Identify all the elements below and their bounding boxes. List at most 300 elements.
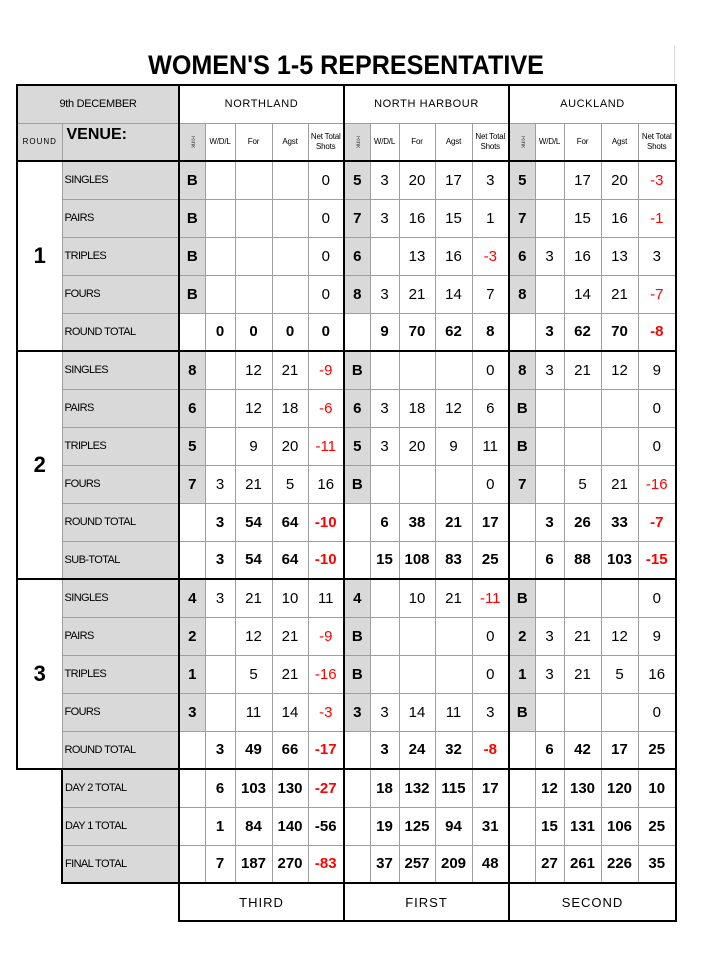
agst-cell-auckland: 21	[601, 275, 638, 313]
for-cell-auckland: 15	[564, 199, 601, 237]
net-column-header: Net Total Shots	[308, 123, 344, 161]
rink-cell-north-harbour: B	[344, 617, 370, 655]
for-cell-auckland	[564, 693, 601, 731]
for-cell-auckland	[564, 389, 601, 427]
net-cell-auckland: 25	[638, 731, 676, 769]
wdl-cell-north-harbour	[370, 465, 399, 503]
agst-cell-north-harbour: 16	[435, 237, 472, 275]
rink-cell-auckland	[509, 313, 535, 351]
wdl-cell-north-harbour: 3	[370, 161, 399, 199]
net-cell-northland: -9	[308, 351, 344, 389]
wdl-cell-auckland	[535, 465, 564, 503]
rink-cell-auckland: 7	[509, 465, 535, 503]
blank-cell	[17, 883, 62, 921]
net-cell-north-harbour: -11	[472, 579, 509, 617]
for-cell-north-harbour: 132	[399, 769, 435, 807]
rink-cell-north-harbour: 5	[344, 427, 370, 465]
for-cell-north-harbour: 13	[399, 237, 435, 275]
rink-cell-northland: 3	[179, 693, 205, 731]
net-cell-auckland: -7	[638, 275, 676, 313]
wdl-cell-north-harbour: 3	[370, 427, 399, 465]
net-cell-north-harbour: 0	[472, 465, 509, 503]
wdl-cell-northland: 3	[205, 731, 235, 769]
net-column-header: Net Total Shots	[638, 123, 676, 161]
blank-cell	[17, 769, 62, 807]
rink-cell-northland: 1	[179, 655, 205, 693]
rink-cell-auckland: B	[509, 579, 535, 617]
rink-cell-north-harbour: 7	[344, 199, 370, 237]
net-cell-north-harbour: 0	[472, 617, 509, 655]
net-cell-northland: -9	[308, 617, 344, 655]
agst-cell-northland: 140	[272, 807, 308, 845]
rink-cell-northland	[179, 541, 205, 579]
wdl-cell-northland: 3	[205, 465, 235, 503]
rink-cell-auckland	[509, 807, 535, 845]
rink-cell-north-harbour: B	[344, 465, 370, 503]
rink-cell-auckland	[509, 541, 535, 579]
net-cell-auckland: 0	[638, 579, 676, 617]
agst-cell-north-harbour: 115	[435, 769, 472, 807]
team-header-auckland: AUCKLAND	[509, 85, 676, 123]
agst-cell-northland: 21	[272, 351, 308, 389]
wdl-cell-auckland	[535, 275, 564, 313]
for-cell-north-harbour: 14	[399, 693, 435, 731]
category-label: SUB-TOTAL	[62, 541, 179, 579]
category-label: ROUND TOTAL	[62, 313, 179, 351]
for-cell-auckland	[564, 427, 601, 465]
wdl-cell-north-harbour	[370, 655, 399, 693]
wdl-cell-north-harbour: 6	[370, 503, 399, 541]
wdl-column-header: W/D/L	[535, 123, 564, 161]
header-row-teams	[17, 85, 676, 123]
agst-cell-auckland: 12	[601, 351, 638, 389]
wdl-cell-northland	[205, 351, 235, 389]
net-cell-auckland: -7	[638, 503, 676, 541]
wdl-cell-northland	[205, 693, 235, 731]
agst-cell-northland: 64	[272, 503, 308, 541]
agst-cell-auckland: 5	[601, 655, 638, 693]
total-row	[17, 845, 676, 883]
for-cell-auckland: 14	[564, 275, 601, 313]
wdl-cell-northland	[205, 427, 235, 465]
net-cell-northland: -27	[308, 769, 344, 807]
agst-cell-northland: 130	[272, 769, 308, 807]
net-cell-north-harbour: -3	[472, 237, 509, 275]
for-cell-northland	[235, 161, 272, 199]
net-cell-north-harbour: 3	[472, 693, 509, 731]
agst-cell-northland: 0	[272, 313, 308, 351]
wdl-cell-auckland: 6	[535, 541, 564, 579]
agst-cell-northland: 5	[272, 465, 308, 503]
wdl-cell-north-harbour	[370, 351, 399, 389]
total-row	[17, 807, 676, 845]
for-cell-northland: 49	[235, 731, 272, 769]
net-cell-northland: 16	[308, 465, 344, 503]
net-cell-auckland: -3	[638, 161, 676, 199]
rink-cell-auckland	[509, 503, 535, 541]
net-cell-auckland: 25	[638, 807, 676, 845]
net-cell-north-harbour: -8	[472, 731, 509, 769]
rink-cell-northland: B	[179, 199, 205, 237]
wdl-cell-auckland: 3	[535, 655, 564, 693]
agst-cell-north-harbour: 11	[435, 693, 472, 731]
for-cell-auckland: 62	[564, 313, 601, 351]
wdl-cell-north-harbour	[370, 617, 399, 655]
for-cell-northland: 84	[235, 807, 272, 845]
rink-cell-auckland	[509, 845, 535, 883]
wdl-cell-north-harbour: 37	[370, 845, 399, 883]
agst-cell-auckland: 20	[601, 161, 638, 199]
for-cell-north-harbour: 38	[399, 503, 435, 541]
rink-cell-north-harbour	[344, 731, 370, 769]
total-row	[17, 769, 676, 807]
table-row	[17, 199, 676, 237]
for-cell-northland: 5	[235, 655, 272, 693]
category-label: TRIPLES	[62, 655, 179, 693]
total-row	[17, 313, 676, 351]
round-number: 2	[17, 351, 62, 579]
rink-cell-auckland: 6	[509, 237, 535, 275]
rink-cell-north-harbour: 4	[344, 579, 370, 617]
for-cell-north-harbour	[399, 465, 435, 503]
for-cell-north-harbour: 20	[399, 161, 435, 199]
wdl-cell-auckland: 15	[535, 807, 564, 845]
table-row	[17, 617, 676, 655]
category-label: PAIRS	[62, 617, 179, 655]
rink-cell-auckland: B	[509, 389, 535, 427]
wdl-cell-northland: 7	[205, 845, 235, 883]
wdl-cell-northland: 6	[205, 769, 235, 807]
net-cell-northland: -83	[308, 845, 344, 883]
for-column-header: For	[564, 123, 601, 161]
wdl-cell-auckland	[535, 693, 564, 731]
agst-cell-auckland	[601, 427, 638, 465]
rink-cell-north-harbour	[344, 845, 370, 883]
net-cell-north-harbour: 31	[472, 807, 509, 845]
agst-cell-auckland	[601, 389, 638, 427]
agst-cell-auckland: 120	[601, 769, 638, 807]
placing-auckland: SECOND	[509, 883, 676, 921]
wdl-cell-north-harbour: 18	[370, 769, 399, 807]
agst-cell-north-harbour: 21	[435, 579, 472, 617]
net-cell-northland: -6	[308, 389, 344, 427]
wdl-cell-auckland: 12	[535, 769, 564, 807]
round-header: ROUND	[17, 123, 62, 161]
rink-cell-northland	[179, 313, 205, 351]
rink-cell-northland	[179, 769, 205, 807]
net-cell-auckland: 16	[638, 655, 676, 693]
agst-cell-northland: 18	[272, 389, 308, 427]
wdl-cell-northland	[205, 161, 235, 199]
table-row	[17, 693, 676, 731]
blank-cell	[62, 883, 179, 921]
placing-north-harbour: FIRST	[344, 883, 509, 921]
for-cell-northland	[235, 237, 272, 275]
for-cell-auckland: 16	[564, 237, 601, 275]
for-cell-north-harbour: 70	[399, 313, 435, 351]
category-label: FINAL TOTAL	[62, 845, 179, 883]
rink-header-text: Rink	[189, 135, 196, 148]
rink-cell-north-harbour	[344, 807, 370, 845]
rink-cell-auckland: 2	[509, 617, 535, 655]
team-header-north-harbour: NORTH HARBOUR	[344, 85, 509, 123]
header-row-columns	[17, 123, 676, 161]
agst-cell-north-harbour: 21	[435, 503, 472, 541]
category-label: FOURS	[62, 275, 179, 313]
for-cell-northland	[235, 199, 272, 237]
agst-cell-northland: 66	[272, 731, 308, 769]
wdl-cell-north-harbour: 3	[370, 389, 399, 427]
for-cell-north-harbour: 108	[399, 541, 435, 579]
category-label: SINGLES	[62, 161, 179, 199]
for-cell-northland: 11	[235, 693, 272, 731]
rink-cell-auckland	[509, 769, 535, 807]
total-row	[17, 541, 676, 579]
blank-cell	[17, 845, 62, 883]
for-cell-north-harbour: 18	[399, 389, 435, 427]
results-table	[16, 84, 677, 922]
for-cell-northland: 21	[235, 465, 272, 503]
wdl-cell-auckland: 3	[535, 351, 564, 389]
net-cell-northland: -10	[308, 541, 344, 579]
rink-cell-north-harbour: B	[344, 351, 370, 389]
blank-cell	[17, 807, 62, 845]
rink-cell-north-harbour	[344, 503, 370, 541]
rink-cell-auckland: 8	[509, 351, 535, 389]
wdl-cell-northland	[205, 199, 235, 237]
rink-cell-northland: B	[179, 161, 205, 199]
wdl-cell-north-harbour	[370, 579, 399, 617]
for-cell-north-harbour: 10	[399, 579, 435, 617]
agst-cell-northland: 270	[272, 845, 308, 883]
agst-cell-northland	[272, 199, 308, 237]
for-cell-north-harbour	[399, 351, 435, 389]
for-cell-northland: 103	[235, 769, 272, 807]
category-label: FOURS	[62, 693, 179, 731]
net-cell-auckland: 0	[638, 389, 676, 427]
for-cell-northland: 12	[235, 351, 272, 389]
category-label: PAIRS	[62, 389, 179, 427]
agst-cell-north-harbour: 83	[435, 541, 472, 579]
wdl-cell-northland: 3	[205, 579, 235, 617]
rink-cell-north-harbour	[344, 313, 370, 351]
agst-cell-northland: 64	[272, 541, 308, 579]
wdl-cell-northland: 3	[205, 503, 235, 541]
total-row	[17, 731, 676, 769]
for-cell-northland: 0	[235, 313, 272, 351]
rink-column-header	[344, 123, 370, 161]
table-row	[17, 579, 676, 617]
wdl-cell-auckland	[535, 199, 564, 237]
net-cell-northland: 0	[308, 237, 344, 275]
table-row	[17, 465, 676, 503]
agst-cell-north-harbour: 14	[435, 275, 472, 313]
net-cell-auckland: 3	[638, 237, 676, 275]
agst-cell-auckland	[601, 693, 638, 731]
date-cell: 9th DECEMBER	[17, 85, 179, 123]
rink-cell-auckland: 5	[509, 161, 535, 199]
for-cell-northland: 12	[235, 389, 272, 427]
sheet-edge-line	[674, 46, 675, 82]
net-cell-north-harbour: 0	[472, 655, 509, 693]
rink-cell-auckland: 7	[509, 199, 535, 237]
net-cell-northland: 11	[308, 579, 344, 617]
for-cell-auckland: 131	[564, 807, 601, 845]
for-cell-auckland: 130	[564, 769, 601, 807]
for-cell-auckland: 21	[564, 617, 601, 655]
for-cell-northland: 12	[235, 617, 272, 655]
agst-cell-auckland: 17	[601, 731, 638, 769]
for-cell-north-harbour: 125	[399, 807, 435, 845]
table-row	[17, 427, 676, 465]
agst-cell-northland: 14	[272, 693, 308, 731]
net-cell-north-harbour: 1	[472, 199, 509, 237]
rink-cell-northland: 8	[179, 351, 205, 389]
rink-cell-north-harbour: 6	[344, 389, 370, 427]
agst-cell-northland: 21	[272, 617, 308, 655]
agst-column-header: Agst	[435, 123, 472, 161]
category-label: DAY 2 TOTAL	[62, 769, 179, 807]
net-cell-northland: -10	[308, 503, 344, 541]
agst-cell-northland	[272, 275, 308, 313]
for-column-header: For	[399, 123, 435, 161]
agst-cell-auckland: 33	[601, 503, 638, 541]
category-label: DAY 1 TOTAL	[62, 807, 179, 845]
net-cell-north-harbour: 6	[472, 389, 509, 427]
wdl-cell-north-harbour: 3	[370, 275, 399, 313]
category-label: SINGLES	[62, 579, 179, 617]
rink-cell-northland: B	[179, 275, 205, 313]
wdl-cell-north-harbour: 15	[370, 541, 399, 579]
net-cell-auckland: -8	[638, 313, 676, 351]
net-cell-north-harbour: 11	[472, 427, 509, 465]
for-column-header: For	[235, 123, 272, 161]
agst-cell-auckland: 16	[601, 199, 638, 237]
rink-cell-northland	[179, 845, 205, 883]
rink-cell-north-harbour: B	[344, 655, 370, 693]
table-row	[17, 275, 676, 313]
net-cell-auckland: 9	[638, 617, 676, 655]
wdl-cell-northland	[205, 275, 235, 313]
rink-cell-northland: 6	[179, 389, 205, 427]
wdl-cell-auckland: 6	[535, 731, 564, 769]
agst-cell-north-harbour: 62	[435, 313, 472, 351]
page-title: WOMEN'S 1-5 REPRESENTATIVE	[148, 50, 544, 80]
agst-cell-north-harbour: 17	[435, 161, 472, 199]
wdl-column-header: W/D/L	[205, 123, 235, 161]
net-cell-auckland: 0	[638, 427, 676, 465]
for-cell-northland: 9	[235, 427, 272, 465]
rink-cell-auckland: B	[509, 427, 535, 465]
net-cell-north-harbour: 8	[472, 313, 509, 351]
team-header-northland: NORTHLAND	[179, 85, 344, 123]
wdl-cell-northland	[205, 655, 235, 693]
net-cell-northland: -56	[308, 807, 344, 845]
net-cell-auckland: -1	[638, 199, 676, 237]
wdl-cell-northland: 1	[205, 807, 235, 845]
for-cell-auckland: 5	[564, 465, 601, 503]
venue-label: VENUE:	[62, 123, 179, 161]
category-label: TRIPLES	[62, 427, 179, 465]
for-cell-north-harbour: 21	[399, 275, 435, 313]
wdl-cell-auckland: 27	[535, 845, 564, 883]
agst-cell-north-harbour: 94	[435, 807, 472, 845]
agst-cell-north-harbour: 12	[435, 389, 472, 427]
total-row	[17, 503, 676, 541]
net-cell-auckland: 35	[638, 845, 676, 883]
for-cell-north-harbour	[399, 617, 435, 655]
wdl-cell-auckland	[535, 161, 564, 199]
net-cell-northland: 0	[308, 199, 344, 237]
for-cell-northland: 187	[235, 845, 272, 883]
wdl-cell-auckland	[535, 427, 564, 465]
net-cell-auckland: 10	[638, 769, 676, 807]
rink-cell-auckland: B	[509, 693, 535, 731]
agst-cell-auckland: 226	[601, 845, 638, 883]
agst-cell-auckland: 12	[601, 617, 638, 655]
rink-header-text: Rink	[354, 135, 361, 148]
net-cell-northland: 0	[308, 275, 344, 313]
for-cell-north-harbour: 24	[399, 731, 435, 769]
rink-column-header	[179, 123, 205, 161]
for-cell-northland	[235, 275, 272, 313]
for-cell-auckland: 17	[564, 161, 601, 199]
rink-cell-north-harbour	[344, 769, 370, 807]
rink-column-header	[509, 123, 535, 161]
net-cell-north-harbour: 17	[472, 769, 509, 807]
net-cell-northland: -11	[308, 427, 344, 465]
wdl-column-header: W/D/L	[370, 123, 399, 161]
agst-cell-north-harbour	[435, 465, 472, 503]
table-row	[17, 389, 676, 427]
net-cell-north-harbour: 25	[472, 541, 509, 579]
wdl-cell-auckland	[535, 579, 564, 617]
round-number: 1	[17, 161, 62, 351]
net-cell-northland: -16	[308, 655, 344, 693]
rink-cell-north-harbour: 8	[344, 275, 370, 313]
table-row	[17, 351, 676, 389]
wdl-cell-north-harbour: 3	[370, 693, 399, 731]
wdl-cell-auckland: 3	[535, 313, 564, 351]
net-cell-northland: 0	[308, 161, 344, 199]
rink-cell-auckland	[509, 731, 535, 769]
wdl-cell-north-harbour: 3	[370, 199, 399, 237]
category-label: PAIRS	[62, 199, 179, 237]
table-row	[17, 237, 676, 275]
wdl-cell-auckland: 3	[535, 503, 564, 541]
agst-cell-north-harbour: 15	[435, 199, 472, 237]
for-cell-auckland: 21	[564, 655, 601, 693]
rink-cell-northland	[179, 731, 205, 769]
for-cell-northland: 21	[235, 579, 272, 617]
net-cell-northland: 0	[308, 313, 344, 351]
rink-cell-northland: 7	[179, 465, 205, 503]
for-cell-auckland: 21	[564, 351, 601, 389]
net-cell-auckland: 9	[638, 351, 676, 389]
for-cell-auckland: 88	[564, 541, 601, 579]
rink-cell-northland: 2	[179, 617, 205, 655]
rink-cell-northland	[179, 503, 205, 541]
wdl-cell-north-harbour	[370, 237, 399, 275]
for-cell-north-harbour: 257	[399, 845, 435, 883]
category-label: TRIPLES	[62, 237, 179, 275]
agst-cell-northland: 20	[272, 427, 308, 465]
agst-cell-northland	[272, 237, 308, 275]
round-number: 3	[17, 579, 62, 769]
for-cell-auckland: 261	[564, 845, 601, 883]
wdl-cell-north-harbour: 19	[370, 807, 399, 845]
rink-cell-north-harbour: 6	[344, 237, 370, 275]
